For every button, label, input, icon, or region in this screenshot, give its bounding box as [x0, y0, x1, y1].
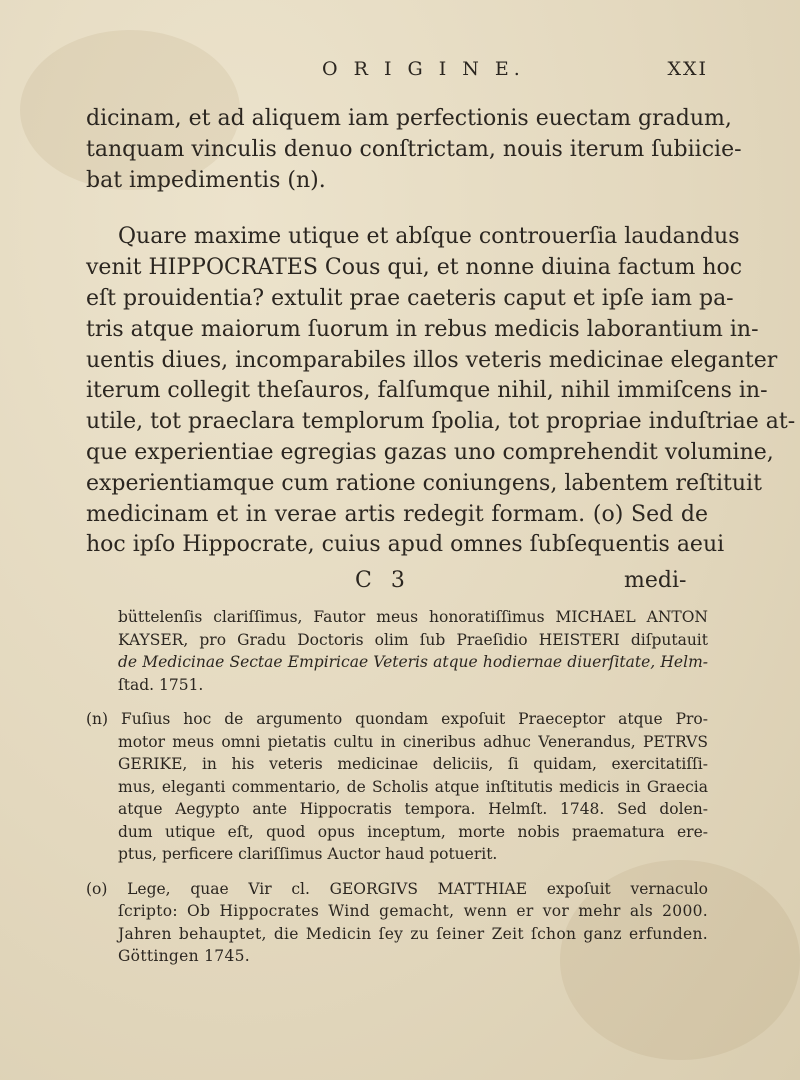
signature-line [0, 568, 800, 598]
footnote-line: motor meus omni pietatis cultu in cineribus adhuc Venerandus, PETRVS [118, 732, 708, 751]
signature-mark: C 3 [355, 568, 411, 593]
text-line: utile, tot praeclara templorum ſpolia, tot propriae induſtriae at- [86, 409, 796, 435]
text-line: medicinam et in verae artis redegit formam. (o) Sed de [86, 501, 708, 527]
footnote-line: ptus, perficere clariſſimus Auctor haud potuerit. [118, 845, 498, 863]
footnotes [86, 606, 708, 968]
page-number: XXI [667, 58, 708, 80]
main-text [86, 104, 796, 561]
footnote-line: atque Aegypto ante Hippocratis tempora. Helmſt. 1748. Sed dolen- [118, 800, 708, 818]
text-line: dicinam, et ad aliquem iam perfectionis euectam gradum, [86, 106, 732, 131]
running-head [0, 58, 800, 88]
text-line: hoc ipſo Hippocrate, cuius apud omnes ſubſequentis aeui [86, 532, 725, 558]
running-head-title: O R I G I N E. [322, 58, 525, 80]
text-line: uentis diues, incomparabiles illos veteris medicinae eleganter [86, 347, 778, 373]
footnote-line: de Medicinae Sectae Empiricae Veteris atque hodiernae diuerſitate, Helm- [118, 653, 708, 671]
text-line: bat impedimentis (n). [86, 167, 326, 193]
footnote-line: ſtad. 1751. [118, 675, 204, 694]
footnote-line: Göttingen 1745. [118, 947, 250, 965]
text-line: tanquam vinculis denuo conſtrictam, nouis iterum ſubiicie- [86, 136, 742, 162]
catchword: medi- [624, 568, 687, 593]
footnote-line: KAYSER, pro Gradu Doctoris olim ſub Praeſidio HEISTERI diſputauit [118, 630, 708, 649]
text-line: iterum collegit theſauros, falſumque nihil, nihil immiſcens in- [86, 378, 768, 404]
text-line: venit HIPPOCRATES Cous qui, et nonne diuina factum hoc [86, 255, 743, 281]
footnote-continued [86, 606, 708, 696]
footnote-line: Jahren behauptet, die Medicin ſey zu ſeiner Zeit ſchon ganz erfunden. [118, 924, 708, 943]
text-line: eſt prouidentia? extulit prae caeteris caput et ipſe iam pa- [86, 285, 734, 311]
text-line: que experientiae egregias gazas uno comprehendit volumine, [86, 439, 774, 465]
text-line: experientiamque cum ratione coniungens, labentem reſtituit [86, 470, 762, 496]
text-line: Quare maxime utique et abſque controuerſia laudandus [118, 224, 740, 250]
footnote-line: GERIKE, in his veteris medicinae deliciis, ſi quidam, exercitatiſſi- [118, 755, 708, 773]
footnote-line: mus, eleganti commentario, de Scholis atque inſtitutis medicis in Graecia [118, 777, 708, 796]
footnote-line: (o) Lege, quae Vir cl. GEORGIVS MATTHIAE expoſuit vernaculo [86, 879, 708, 898]
footnote-n [86, 708, 708, 866]
footnote-line: dum utique eſt, quod opus inceptum, morte nobis praematura ere- [118, 822, 708, 841]
footnote-line: ſcripto: Ob Hippocrates Wind gemacht, wenn er vor mehr als 2000. [118, 902, 708, 920]
text-line: tris atque maiorum ſuorum in rebus medicis laborantium in- [86, 316, 759, 342]
footnote-line: (n) Fuſius hoc de argumento quondam expoſuit Praeceptor atque Pro- [86, 710, 708, 728]
footnote-line: büttelenſis clariſſimus, Fautor meus honoratiſſimus MICHAEL ANTON [118, 608, 708, 626]
footnote-o [86, 878, 708, 968]
